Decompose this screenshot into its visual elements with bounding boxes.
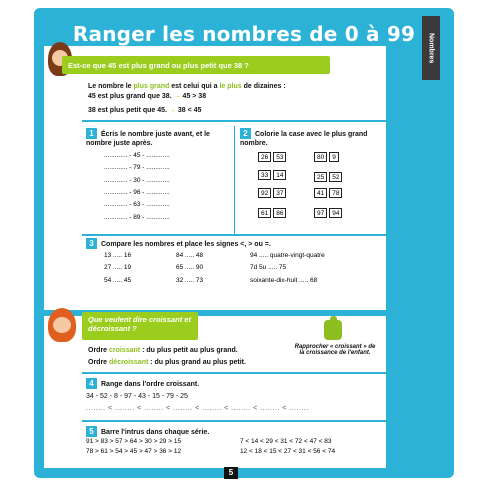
exercise-1-row[interactable]: ............. - 30 - ............. xyxy=(104,176,170,184)
question-bubble: Est-ce que 45 est plus grand ou plus petit que 38 ? xyxy=(62,56,330,74)
exercise-2-title: 2 Colorie la case avec le plus grand nombre. xyxy=(240,129,368,148)
exercise-1-title: 1 Écris le nombre juste avant, et le nombre juste après. xyxy=(86,129,210,148)
number-box[interactable]: 61 xyxy=(258,208,271,218)
exercise-1-list xyxy=(104,150,170,224)
number-pair xyxy=(314,172,342,182)
number-box[interactable]: 94 xyxy=(329,208,342,218)
number-box[interactable]: 86 xyxy=(273,208,286,218)
exercise-5-left xyxy=(86,437,181,457)
number-pair xyxy=(314,208,342,218)
definition-croissant: Ordre croissant : du plus petit au plus grand. xyxy=(88,347,238,354)
number-pair xyxy=(258,152,286,162)
exercise-4-numbers: 34 - 52 - 8 - 97 - 43 - 15 - 79 - 25 xyxy=(86,393,188,400)
thumbs-up-icon xyxy=(324,320,342,340)
teacher-note: Rapprocher « croissant » de la croissance de l'enfant. xyxy=(294,344,376,356)
divider-vertical xyxy=(234,126,235,234)
exercise-3-col-3 xyxy=(250,250,325,287)
divider xyxy=(82,372,386,374)
page-number: 5 xyxy=(224,467,238,479)
number-box[interactable]: 14 xyxy=(273,170,286,180)
number-box[interactable]: 53 xyxy=(273,152,286,162)
divider xyxy=(82,420,386,422)
exercise-4-title: 4 Range dans l'ordre croissant. xyxy=(86,378,199,389)
number-box[interactable]: 97 xyxy=(314,208,327,218)
number-box[interactable]: 25 xyxy=(314,172,327,182)
section-tab: Nombres xyxy=(422,16,440,80)
number-box[interactable]: 9 xyxy=(329,152,339,162)
exercise-1-row[interactable]: ............. - 45 - ............. xyxy=(104,152,170,159)
number-box[interactable]: 52 xyxy=(329,172,342,182)
compare-item[interactable]: 65 ..... 90 xyxy=(176,264,204,272)
exercise-1-row[interactable]: ............. - 79 - ............. xyxy=(104,164,170,172)
divider xyxy=(82,120,386,122)
compare-item[interactable]: 54 ..... 45 xyxy=(104,276,132,284)
series-row[interactable]: 7 < 14 < 29 < 31 < 72 < 47 < 83 xyxy=(240,438,332,445)
exercise-1-row[interactable]: ............. - 89 - ............. xyxy=(104,213,170,221)
number-pair xyxy=(258,188,286,198)
compare-item[interactable]: 27 ..... 19 xyxy=(104,264,132,272)
exercise-1-row[interactable]: ............. - 63 - ............. xyxy=(104,201,170,209)
compare-item[interactable]: soixante-dix-huit ..... 68 xyxy=(250,276,318,284)
series-row[interactable]: 91 > 83 > 57 > 64 > 30 > 29 > 15 xyxy=(86,438,182,445)
question-bubble: Que veulent dire croissant et décroissant ? xyxy=(82,312,198,340)
rule-example-2: 38 est plus petit que 45. → 38 < 45 xyxy=(88,107,202,114)
number-box[interactable]: 78 xyxy=(329,188,342,198)
series-row[interactable]: 12 < 18 < 15 < 27 < 31 < 56 < 74 xyxy=(240,448,336,456)
exercise-4-answer[interactable]: ........ < ........ < ........ < ........ < ........ < ........ < ........ < ........ xyxy=(86,405,309,412)
definition-decroissant: Ordre décroissant : du plus grand au plus petit. xyxy=(88,359,246,366)
page-title: Ranger les nombres de 0 à 99 xyxy=(72,22,416,46)
number-box[interactable]: 33 xyxy=(258,170,271,180)
compare-item[interactable]: 7d 5u ..... 75 xyxy=(250,264,287,272)
exercise-3-title: 3 Compare les nombres et place les signes <, > ou =. xyxy=(86,238,376,249)
compare-item[interactable]: 94 ..... quatre-vingt-quatre xyxy=(250,252,325,259)
series-row[interactable]: 78 > 61 > 54 > 45 > 47 > 36 > 12 xyxy=(86,448,182,456)
number-pair xyxy=(258,208,286,218)
compare-item[interactable]: 13 ..... 16 xyxy=(104,252,132,259)
number-pair xyxy=(258,170,286,180)
girl-avatar-icon xyxy=(48,308,76,342)
rule-example-1: 45 est plus grand que 38. → 45 > 38 xyxy=(88,93,207,100)
compare-item[interactable]: 32 ..... 73 xyxy=(176,276,204,284)
exercise-3-col-1 xyxy=(104,250,131,287)
exercise-5-title: 5 Barre l'intrus dans chaque série. xyxy=(86,426,209,437)
compare-item[interactable]: 84 ..... 48 xyxy=(176,252,204,259)
exercise-5-right xyxy=(240,437,335,457)
divider xyxy=(82,234,386,236)
number-box[interactable]: 41 xyxy=(314,188,327,198)
number-box[interactable]: 92 xyxy=(258,188,271,198)
exercise-1-row[interactable]: ............. - 96 - ............. xyxy=(104,189,170,197)
number-box[interactable]: 80 xyxy=(314,152,327,162)
number-box[interactable]: 26 xyxy=(258,152,271,162)
number-pair xyxy=(314,152,339,162)
exercise-3-col-2 xyxy=(176,250,203,287)
number-box[interactable]: 37 xyxy=(273,188,286,198)
number-pair xyxy=(314,188,342,198)
rule-text: Le nombre le plus grand est celui qui a le plus de dizaines : xyxy=(88,83,286,90)
